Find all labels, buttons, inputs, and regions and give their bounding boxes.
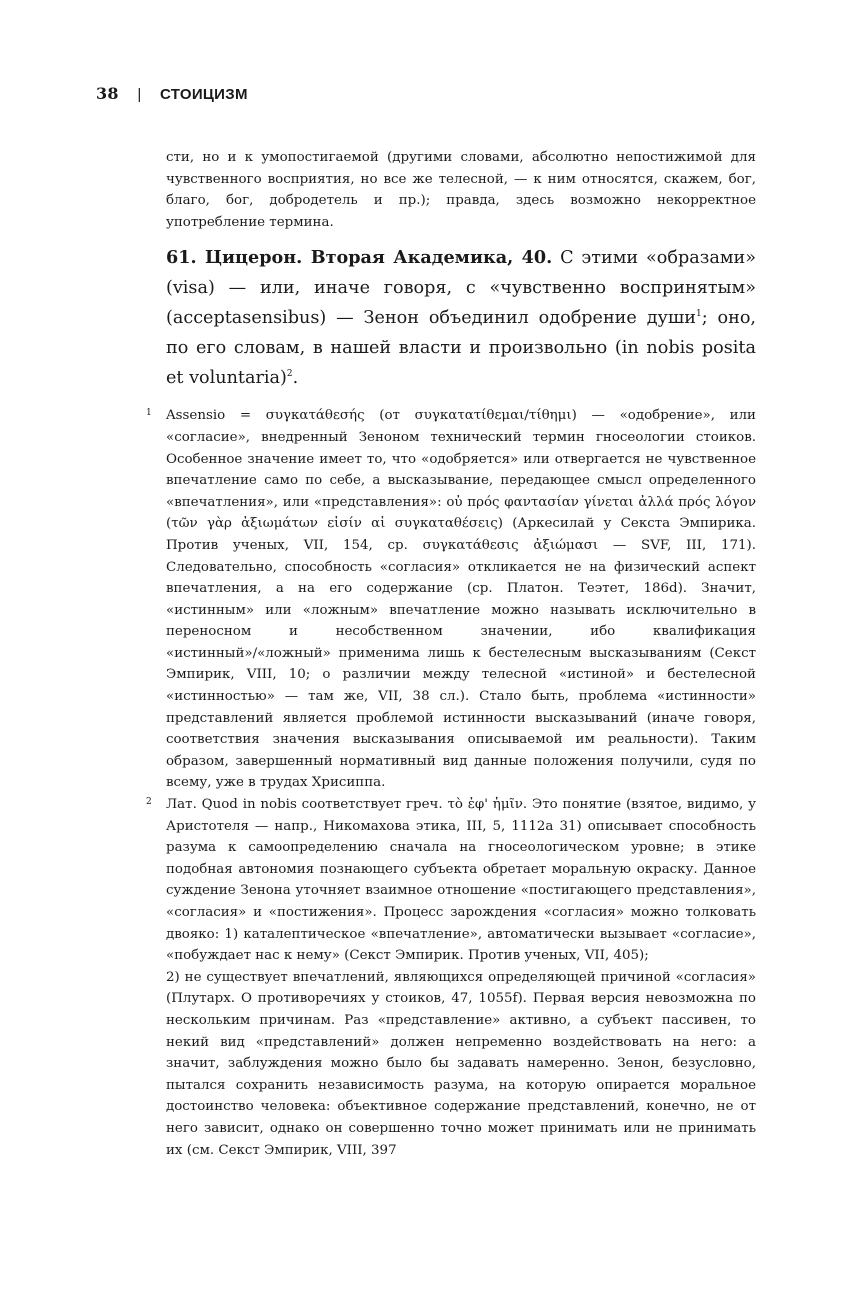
- footnote-1-text: Assensio = συγκατάθεσής (от συγκατατίθεμαι/τίθημι) — «одобрение», или «согласие», внедренный Зеноном технический термин гносеологии стоиков. Особенное значение имеет то, что «одобряется» или отвергается не чувственное впечатление само по себе, а высказывание, передающее смысл определенного «впечатления», или «представления»: οὐ πρός φαντασίαν γίνεται ἀλλά πρός λόγον (τῶν γὰρ ἀξιωμάτων εἰσίν αἱ συγκαταθέσεις) (Аркесилай у Секста Эмпирика. Против ученых, VII, 154, ср. συγκατάθεσις ἀξιώμασι — SVF, III, 171). Следовательно, способность «согласия» откликается не на физический аспект впечатления, а на его содержание (ср. Платон. Теэтет, 186d). Значит, «истинным» или «ложным» впечатление можно называть исключительно в переносном и несобственном значении, ибо квалификация «истинный»/«ложный» применима лишь к бестелесным высказываниям (Секст Эмпирик, VIII, 10; о различии между телесной «истиной» и бестелесной «истинностью» — там же, VII, 38 сл.). Стало быть, проблема «истинности» представлений является проблемой истинности высказываний (иначе говоря, соответствия значения высказывания описываемой им реальности). Таким образом, завершенный нормативный вид данные положения получили, судя по всему, уже в трудах Хрисиппа.: [166, 408, 756, 791]
- footnote-1-mark: 1: [146, 408, 152, 419]
- footnote-2: [146, 794, 756, 1161]
- page-content: [146, 147, 757, 1161]
- section-text-part-2: ; оно, по его словам, в нашей власти и произвольно (in nobis posita et voluntaria): [166, 307, 757, 388]
- running-head: [96, 84, 248, 103]
- footnote-2-text: Лат. Quod in nobis соответствует греч. τὸ ἐφ' ἡμῖν. Это понятие (взятое, видимо, у Аристотеля — напр., Никомахова этика, III, 5, 1112a 31) описывает способность разума к самоопределению сначала на гносеологическом уровне; в этике подобная автономия познающего субъекта обретает моральную окраску. Данное суждение Зенона уточняет взаимное отношение «постигающего представления», «согласия» и «постижения». Процесс зарождения «согласия» можно толковать двояко: 1) каталептическое «впечатление», автоматически вызывает «согласие», «побуждает нас к нему» (Секст Эмпирик. Против ученых, VII, 405);: [166, 797, 756, 964]
- continuation-paragraph: сти, но и к умопостигаемой (другими словами, абсолютно непостижимой для чувственного восприятия, но все же телесной, — к ним относятся, скажем, бог, благо, бог, добродетель и пр.); правда, здесь возможно некорректное употребление термина.: [166, 150, 756, 230]
- section-text-part-1: С этими «образами» (visa) — или, иначе говоря, с «чувственно воспринятым» (acceptasensibus) — Зенон объединил одобрение души: [166, 248, 756, 328]
- running-head-title: СТОИЦИЗМ: [160, 86, 248, 103]
- footnote-ref-1: 1: [695, 309, 702, 320]
- section-text-end: .: [292, 367, 299, 388]
- section-heading: 61. Цицерон. Вторая Академика, 40.: [166, 247, 553, 269]
- page-number: 38: [96, 84, 119, 103]
- footnote-1: [146, 405, 756, 794]
- footnote-2-mark: 2: [146, 797, 152, 808]
- footnote-2-text-continued: 2) не существует впечатлений, являющихся определяющей причиной «согласия» (Плутарх. О противоречиях у стоиков, 47, 1055f). Первая версия невозможна по нескольким причинам. Раз «представление» активно, а субъект пассивен, то некий вид «представлений» должен непременно воздействовать на него: а значит, заблуждения можно было бы задавать намеренно. Зенон, безусловно, пытался сохранить независимость разума, на которую опирается моральное достоинство человека: объективное содержание представлений, конечно, не от него зависит, однако он совершенно точно может принимать или не принимать их (см. Секст Эмпирик, VIII, 397: [166, 969, 756, 1158]
- footnote-ref-2: 2: [286, 368, 293, 379]
- running-head-separator: |: [137, 86, 142, 103]
- section-61-paragraph: [166, 243, 756, 393]
